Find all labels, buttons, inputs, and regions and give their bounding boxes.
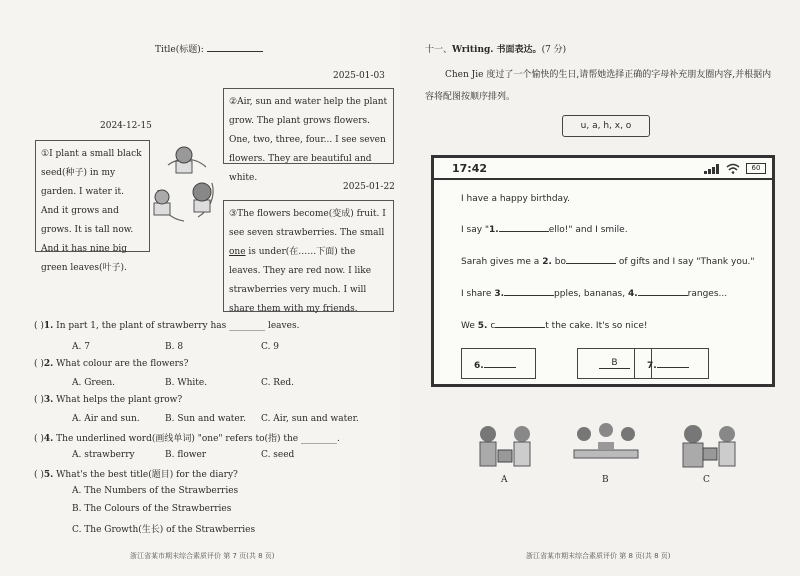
question-4: ( )4. The underlined word(画线单词) "one" refers to(指) the ________. — [34, 434, 340, 444]
blank-4[interactable] — [638, 286, 688, 296]
picture-c-illustration — [675, 420, 745, 472]
diary-entry-1: ①I plant a small black seed(种子) in my garden. I water it. And it grows and grows. It is tall now. And it has nine big green leaves(叶子). — [35, 140, 150, 252]
question-2: ( )2. What colour are the flowers? — [34, 359, 189, 369]
underlined-word: one — [229, 247, 246, 257]
picture-b-illustration — [570, 420, 642, 472]
signal-icon — [704, 164, 722, 174]
letter-choices: u, a, h, x, o — [562, 115, 650, 137]
phone-line-5: We 5. c t the cake. It's so nice! — [461, 318, 647, 331]
q4-option-b[interactable]: B. flower — [165, 450, 207, 460]
q3-option-a[interactable]: A. Air and sun. — [72, 414, 140, 424]
diary-date-2: 2025-01-03 — [333, 71, 385, 81]
plant-cycle-illustration — [148, 145, 224, 227]
order-blank — [657, 358, 689, 368]
q5-option-b[interactable]: B. The Colours of the Strawberries — [72, 504, 232, 514]
order-box-7[interactable]: 7. — [634, 348, 709, 379]
title-blank[interactable] — [207, 42, 263, 52]
answer-bracket[interactable]: ( ) — [34, 321, 44, 331]
phone-line-1: I have a happy birthday. — [461, 194, 570, 204]
order-box-given: B — [577, 348, 652, 379]
title-line: Title(标题): — [155, 42, 263, 55]
phone-line-4: I share 3. pples, bananas, 4. ranges... — [461, 286, 727, 299]
instruction: Chen Jie 度过了一个愉快的生日,请帮她选择正确的字母补充朋友圈内容,并根据内容将配图按顺序排列。 — [425, 70, 772, 102]
answer-bracket[interactable]: ( ) — [34, 470, 44, 480]
battery-icon: 60 — [746, 163, 766, 174]
diary-entry-2: ②Air, sun and water help the plant grow. The plant grows flowers. One, two, three, four... I see seven flowers. They are beautiful and white. — [223, 88, 394, 164]
diary-date-1: 2024-12-15 — [100, 121, 152, 131]
page-footer-right: 浙江省某市期末综合素质评价 第 8 页(共 8 页) — [526, 552, 671, 560]
q3-option-b[interactable]: B. Sun and water. — [165, 414, 246, 424]
q3-option-c[interactable]: C. Air, sun and water. — [261, 414, 359, 424]
order-blank — [484, 358, 516, 368]
phone-status-bar — [434, 158, 772, 180]
picture-label-a: A — [501, 475, 508, 485]
section-header: 十一、Writing. 书面表达。(7 分) — [425, 45, 567, 55]
diary-entry-3: ③The flowers become(变成) fruit. I see seven strawberries. The small one is under(在……下面) the leaves. They are red now. I like strawberries very much. I will share them with my friends. — [223, 200, 394, 312]
answer-bracket[interactable]: ( ) — [34, 434, 44, 444]
phone-time: 17:42 — [452, 162, 488, 175]
blank-3[interactable] — [504, 286, 554, 296]
answer-bracket[interactable]: ( ) — [34, 359, 44, 369]
q2-option-c[interactable]: C. Red. — [261, 378, 295, 388]
q5-option-a[interactable]: A. The Numbers of the Strawberries — [72, 486, 239, 496]
question-5: ( )5. What's the best title(题目) for the diary? — [34, 470, 238, 480]
question-1: ( )1. In part 1, the plant of strawberry has ________ leaves. — [34, 321, 300, 331]
blank-1[interactable] — [499, 222, 549, 232]
q2-option-a[interactable]: A. Green. — [72, 378, 116, 388]
q2-option-b[interactable]: B. White. — [165, 378, 208, 388]
page-footer-left: 浙江省某市期末综合素质评价 第 7 页(共 8 页) — [130, 552, 275, 560]
picture-label-b: B — [602, 475, 609, 485]
blank-2[interactable] — [566, 254, 616, 264]
blank-5[interactable] — [495, 318, 545, 328]
q1-option-b[interactable]: B. 8 — [165, 342, 184, 352]
phone-screen — [431, 155, 775, 387]
q4-option-c[interactable]: C. seed — [261, 450, 295, 460]
q1-option-a[interactable]: A. 7 — [72, 342, 90, 352]
phone-line-2: I say "1. ello!" and I smile. — [461, 222, 628, 235]
answer-bracket[interactable]: ( ) — [34, 395, 44, 405]
diary-date-3: 2025-01-22 — [343, 182, 395, 192]
wifi-icon — [726, 163, 740, 174]
q1-option-c[interactable]: C. 9 — [261, 342, 280, 352]
phone-line-3: Sarah gives me a 2. bo of gifts and I say "Thank you." — [461, 254, 755, 267]
question-3: ( )3. What helps the plant grow? — [34, 395, 183, 405]
right-page — [400, 0, 800, 576]
picture-label-c: C — [703, 475, 710, 485]
order-box-6[interactable]: 6. — [461, 348, 536, 379]
q5-option-c[interactable]: C. The Growth(生长) of the Strawberries — [72, 525, 256, 535]
picture-a-illustration — [472, 420, 542, 472]
q4-option-a[interactable]: A. strawberry — [72, 450, 135, 460]
